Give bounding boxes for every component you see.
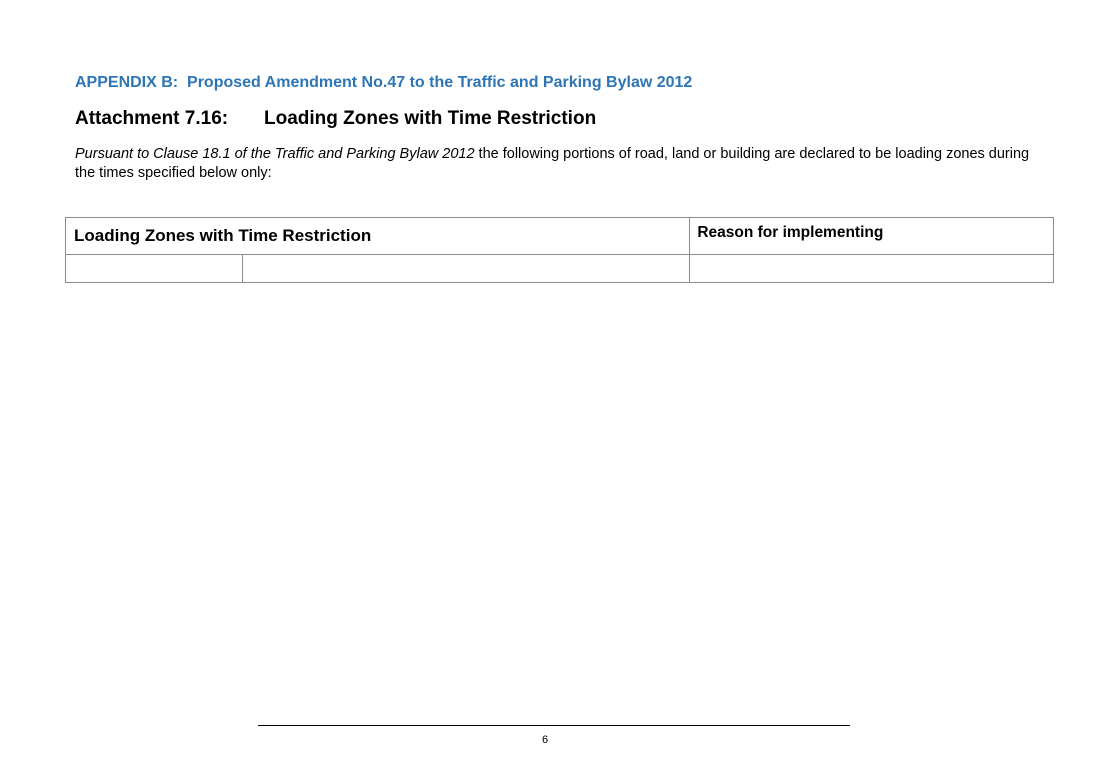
appendix-heading: APPENDIX B: Proposed Amendment No.47 to the Traffic and Parking Bylaw 2012 [75,74,693,91]
table-header-row [66,218,1054,255]
intro-paragraph [75,145,1045,183]
intro-italic-clause: Pursuant to Clause 18.1 of the Traffic and Parking Bylaw 2012 [75,146,475,162]
table-row [66,255,1054,283]
table-cell [690,255,1054,283]
footer-divider [258,725,850,726]
attachment-title: Loading Zones with Time Restriction [264,108,597,129]
header-loading-zones: Loading Zones with Time Restriction [66,218,690,255]
table-cell [242,255,690,283]
table-cell [66,255,243,283]
header-reason: Reason for implementing [690,218,1054,255]
loading-zones-table [65,217,1054,283]
page-number: 6 [541,734,549,746]
attachment-heading [75,108,596,130]
intro-text: the following portions of road, land or building are declared to be loading zones during the times specified below only: [75,146,1030,181]
attachment-number: Attachment 7.16: [75,108,229,129]
